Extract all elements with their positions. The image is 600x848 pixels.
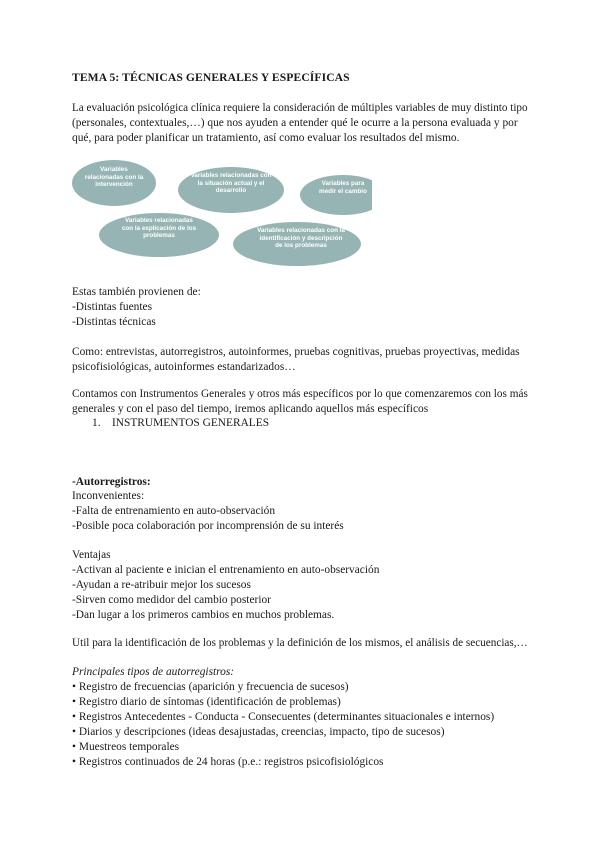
como-line-2: psicofisiológicas, autoinformes estandarizados… [72, 361, 296, 373]
ventajas-item: -Activan al paciente e inician el entrenamiento en auto-observación [72, 564, 380, 576]
tipos-item: • Registros Antecedentes - Conducta - Consecuentes (determinantes situacionales e internos) [72, 711, 495, 723]
intro-line-2: (personales, contextuales,…) que nos ayuden a entender qué le ocurre a la persona evaluada y por [72, 117, 518, 129]
ventajas-item: -Dan lugar a los primeros cambios en muchos problemas. [72, 609, 335, 621]
section-number: 1. [92, 417, 101, 429]
tipos-item: • Registro de frecuencias (aparición y frecuencia de sucesos) [72, 681, 349, 693]
section-label: INSTRUMENTOS GENERALES [112, 417, 270, 429]
intro-line-3: qué, para poder planificar un tratamiento, así como evaluar los resultados del mismo. [72, 132, 460, 144]
ventajas-label: Ventajas [72, 549, 111, 561]
oval-medir-cambio-label: Variables para medir el cambio [319, 180, 367, 195]
section-heading [92, 417, 269, 429]
autorregistros-heading: -Autorregistros: [72, 476, 151, 488]
sources-lead: Estas también provienen de: [72, 286, 201, 298]
sources-item: -Distintas fuentes [72, 301, 153, 313]
tipos-item: • Muestreos temporales [72, 741, 180, 753]
ventajas-item: -Ayudan a re-atribuir mejor los sucesos [72, 579, 251, 591]
document-title: TEMA 5: TÉCNICAS GENERALES Y ESPECÍFICAS [72, 71, 350, 84]
oval-intervencion-label: Variables relacionadas con la intervención [84, 166, 144, 189]
como-line-1: Como: entrevistas, autorregistros, autoinformes, pruebas cognitivas, pruebas proyectivas, medidas [72, 346, 520, 358]
oval-situacion-actual-label: Variables relacionadas con la situación actual y el desarrollo [190, 172, 272, 195]
inconvenientes-item: -Posible poca colaboración por incomprensión de su interés [72, 520, 344, 532]
tipos-item: • Diarios y descripciones (ideas desajustadas, creencias, impacto, tipo de sucesos) [72, 726, 445, 738]
tipos-item: • Registro diario de síntomas (identificación de problemas) [72, 696, 341, 708]
contamos-line-1: Contamos con Instrumentos Generales y otros más específicos por lo que comenzaremos con los más [72, 388, 528, 400]
util-text: Útil para la identificación de los problemas y la definición de los mismos, el análisis de secuencias,… [72, 637, 528, 649]
oval-explicacion-label: Variables relacionadas con la explicación de los problemas [121, 217, 197, 240]
intro-line-1: La evaluación psicológica clínica requiere la consideración de múltiples variables de muy distinto tipo [72, 102, 528, 114]
inconvenientes-item: -Falta de entrenamiento en auto-observación [72, 505, 276, 517]
tipos-label: Principales tipos de autorregistros: [72, 666, 235, 678]
sources-item: -Distintas técnicas [72, 316, 156, 328]
tipos-item: • Registros continuados de 24 horas (p.e.: registros psicofisiológicos [72, 756, 384, 768]
ventajas-item: -Sirven como medidor del cambio posterior [72, 594, 271, 606]
contamos-line-2: generales y con el paso del tiempo, iremos aplicando aquellos más específicos [72, 403, 429, 415]
oval-identificacion-label: Variables relacionadas con la identificación y descripción de los problemas [257, 227, 345, 250]
inconvenientes-label: Inconvenientes: [72, 490, 145, 502]
variables-diagram [72, 160, 372, 270]
